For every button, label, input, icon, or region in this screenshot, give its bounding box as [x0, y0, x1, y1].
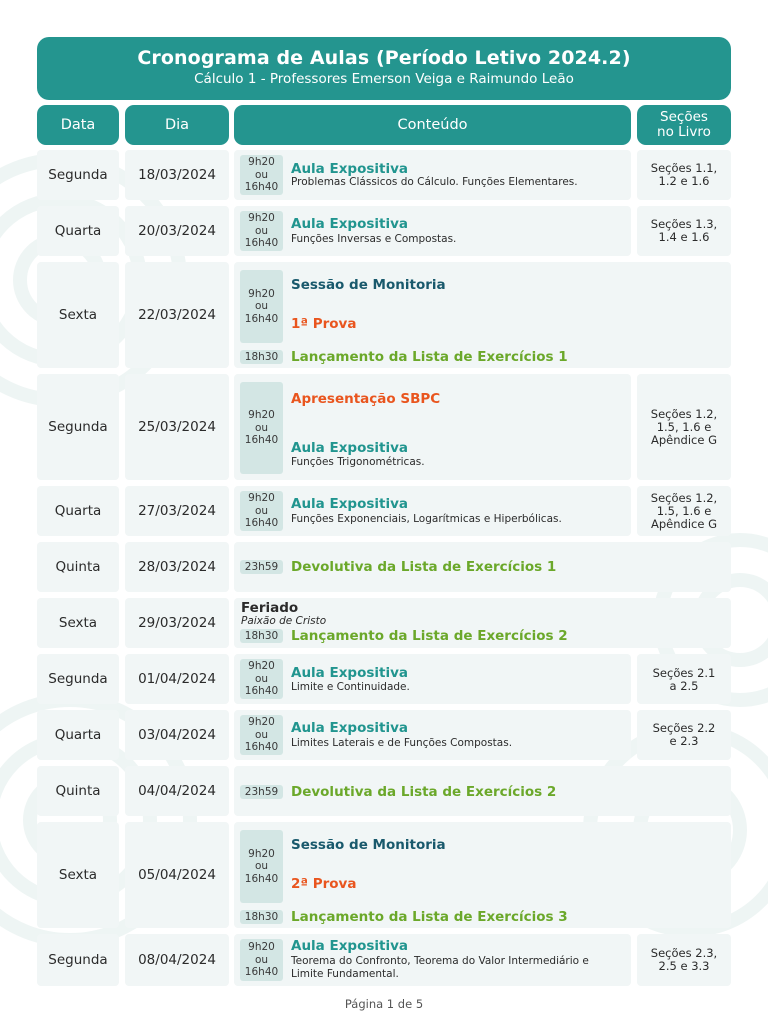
date-label: 03/04/2024 — [138, 727, 216, 743]
time-badge: 9h20 ou 16h40 — [240, 715, 283, 755]
column-header-secoes: Seções no Livro — [637, 105, 731, 145]
weekday-label: Quinta — [55, 783, 101, 799]
book-sections: Seções 2.2 e 2.3 — [652, 721, 716, 748]
time-badge: 9h20 ou 16h40 — [240, 382, 283, 474]
time-pill: 23h59 — [240, 560, 283, 574]
event-description: Funções Inversas e Compostas. — [291, 233, 457, 245]
weekday-label: Segunda — [48, 952, 108, 968]
event-description: Funções Exponenciais, Logarítmicas e Hiperbólicas. — [291, 513, 562, 525]
date-label: 27/03/2024 — [138, 503, 216, 519]
weekday-label: Quinta — [55, 559, 101, 575]
weekday-label: Sexta — [58, 867, 98, 883]
date-label: 04/04/2024 — [138, 783, 216, 799]
time-badge: 9h20 ou 16h40 — [240, 270, 283, 343]
exam-title: 2ª Prova — [291, 876, 357, 892]
time-badge: 9h20 ou 16h40 — [240, 491, 283, 531]
date-label: 22/03/2024 — [138, 307, 216, 323]
event-title: Aula Expositiva — [291, 665, 409, 681]
time-badge: 9h20 ou 16h40 — [240, 939, 283, 981]
book-sections: Seções 2.3, 2.5 e 3.3 — [650, 946, 718, 973]
event-title: Devolutiva da Lista de Exercícios 2 — [291, 784, 557, 800]
event-title: Lançamento da Lista de Exercícios 1 — [291, 349, 568, 365]
event-description: Funções Trigonométricas. — [291, 456, 425, 468]
book-sections: Seções 1.2, 1.5, 1.6 e Apêndice G — [650, 407, 718, 447]
event-title: Aula Expositiva — [291, 496, 409, 512]
time-badge: 9h20 ou 16h40 — [240, 659, 283, 699]
weekday-label: Sexta — [58, 307, 98, 323]
time-badge: 9h20 ou 16h40 — [240, 155, 283, 195]
time-pill: 18h30 — [240, 910, 283, 924]
weekday-label: Sexta — [58, 615, 98, 631]
weekday-label: Quarta — [54, 503, 102, 519]
page-title: Cronograma de Aulas (Período Letivo 2024.2) — [137, 47, 631, 69]
event-description: Teorema do Confronto, Teorema do Valor Intermediário e Limite Fundamental. — [291, 955, 589, 980]
weekday-label: Quarta — [54, 223, 102, 239]
event-title: Devolutiva da Lista de Exercícios 1 — [291, 559, 557, 575]
page-number: Página 1 de 5 — [344, 997, 424, 1011]
event-title: Aula Expositiva — [291, 938, 409, 954]
event-title: Apresentação SBPC — [291, 391, 441, 407]
book-sections: Seções 2.1 a 2.5 — [652, 666, 716, 693]
title-banner — [37, 37, 731, 100]
time-pill: 18h30 — [240, 629, 283, 643]
date-label: 05/04/2024 — [138, 867, 216, 883]
time-badge: 9h20 ou 16h40 — [240, 830, 283, 903]
weekday-label: Segunda — [48, 671, 108, 687]
event-title: Lançamento da Lista de Exercícios 2 — [291, 628, 568, 644]
date-label: 25/03/2024 — [138, 419, 216, 435]
date-label: 29/03/2024 — [138, 615, 216, 631]
time-badge: 9h20 ou 16h40 — [240, 211, 283, 251]
column-header-data: Data — [37, 105, 119, 145]
event-description: Limites Laterais e de Funções Compostas. — [291, 737, 513, 749]
date-label: 01/04/2024 — [138, 671, 216, 687]
event-title: Sessão de Monitoria — [291, 837, 446, 853]
event-description: Problemas Clássicos do Cálculo. Funções Elementares. — [291, 176, 578, 188]
holiday-name: Paixão de Cristo — [241, 615, 327, 627]
column-header-dia: Dia — [125, 105, 229, 145]
event-title: Sessão de Monitoria — [291, 277, 446, 293]
weekday-label: Quarta — [54, 727, 102, 743]
column-header-conteudo: Conteúdo — [234, 105, 631, 145]
page-subtitle: Cálculo 1 - Professores Emerson Veiga e Raimundo Leão — [194, 71, 574, 87]
date-label: 20/03/2024 — [138, 223, 216, 239]
book-sections: Seções 1.3, 1.4 e 1.6 — [650, 217, 718, 244]
event-title: Aula Expositiva — [291, 161, 409, 177]
event-description: Limite e Continuidade. — [291, 681, 410, 693]
time-pill: 23h59 — [240, 785, 283, 799]
weekday-label: Segunda — [48, 167, 108, 183]
book-sections: Seções 1.2, 1.5, 1.6 e Apêndice G — [650, 491, 718, 531]
time-pill: 18h30 — [240, 350, 283, 364]
exam-title: 1ª Prova — [291, 316, 357, 332]
event-title: Aula Expositiva — [291, 216, 409, 232]
date-label: 28/03/2024 — [138, 559, 216, 575]
event-title: Aula Expositiva — [291, 720, 409, 736]
event-title: Aula Expositiva — [291, 440, 409, 456]
event-title: Lançamento da Lista de Exercícios 3 — [291, 909, 568, 925]
weekday-label: Segunda — [48, 419, 108, 435]
holiday-label: Feriado — [241, 600, 299, 616]
book-sections: Seções 1.1, 1.2 e 1.6 — [650, 161, 718, 188]
date-label: 18/03/2024 — [138, 167, 216, 183]
date-label: 08/04/2024 — [138, 952, 216, 968]
